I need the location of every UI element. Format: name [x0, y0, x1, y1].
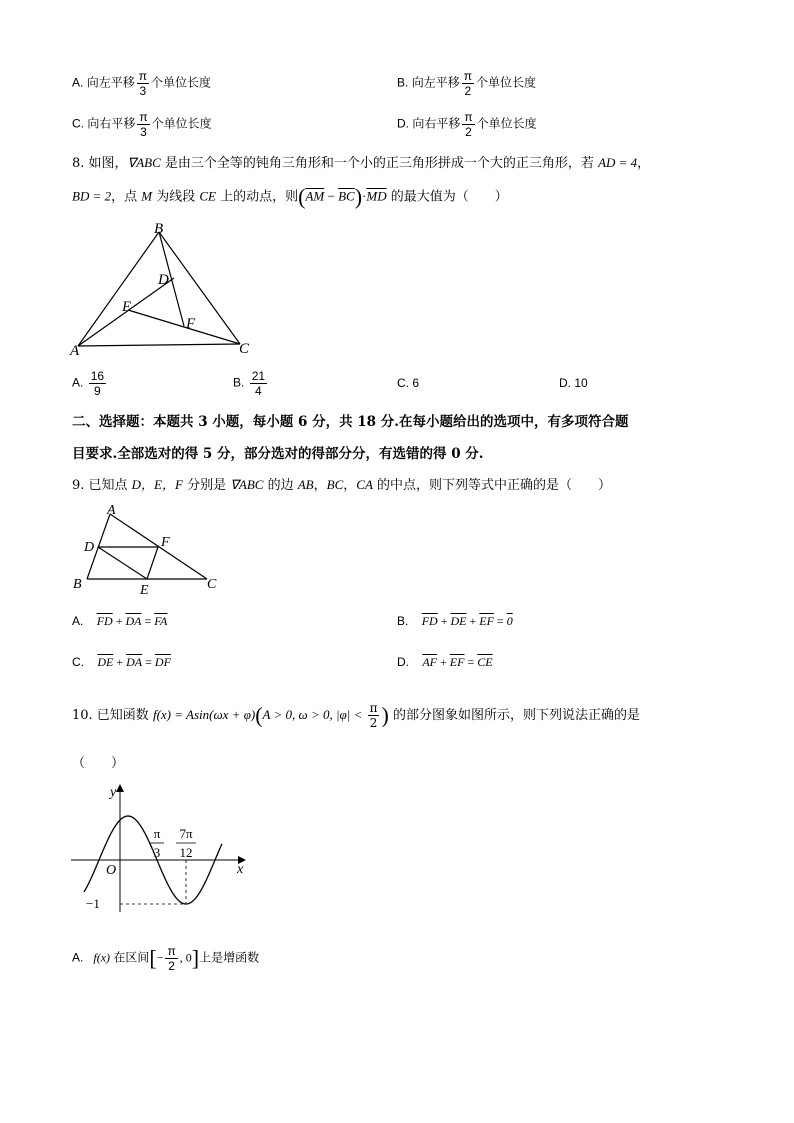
- q9-triangle-figure: [70, 500, 230, 600]
- fraction: $\frac{21}{4}$: [251, 369, 266, 398]
- q9-option-a: A. $\overline{FD} + \overline{DA} = \overline{FA}$: [72, 614, 168, 628]
- side-ab: [78, 232, 159, 346]
- q7-option-b: B. 向左平移 $\frac{\pi}{2}$ 个单位长度: [397, 69, 536, 98]
- segment-de: [98, 547, 147, 579]
- q9-option-b: B. $\overline{FD} + \overline{DE} + \overline{EF} = 0$: [397, 614, 513, 628]
- side-ac: [78, 344, 240, 346]
- q9-option-d: D. $\overline{AF} + \overline{EF} = \overline{CE}$: [397, 655, 493, 669]
- q8-triangle-figure: [66, 220, 266, 360]
- fraction: $\frac{\pi}{2}$: [369, 701, 378, 730]
- q10-function-graph: [66, 780, 266, 920]
- fraction: $\frac{\pi}{3}$: [139, 110, 148, 139]
- q8-stem-line2: BD = 2，点 M 为线段 CE 上的动点，则$(\overline{AM} - \overline{BC})\cdot\overline{MD}$ 的最大值为（ ）: [72, 184, 508, 209]
- label-d: D: [158, 272, 169, 288]
- section-2-heading-line1: 二、选择题：本题共 3 小题，每小题 6 分，共 18 分.在每小题给出的选项中，有多项符合题: [72, 414, 629, 430]
- label-d: D: [84, 540, 95, 555]
- q8-option-a: A. $\frac{16}{9}$: [72, 369, 105, 398]
- q7-option-c: C. 向右平移 $\frac{\pi}{3}$ 个单位长度: [72, 110, 212, 139]
- label-a: A: [70, 343, 80, 359]
- label-a: A: [107, 503, 116, 518]
- q7-option-d: D. 向右平移 $\frac{\pi}{2}$ 个单位长度: [397, 110, 537, 139]
- q8-option-d: D. 10: [559, 376, 588, 390]
- q10-answer-paren: （ ）: [72, 756, 125, 771]
- label-b: B: [73, 577, 82, 592]
- q9-option-c: C. $\overline{DE} + \overline{DA} = \overline{DF}$: [72, 655, 171, 669]
- tick1-numerator: π: [153, 826, 161, 841]
- label-c: C: [207, 577, 217, 592]
- segment-fe: [147, 547, 158, 579]
- fraction: $\frac{\pi}{2}$: [464, 110, 473, 139]
- fraction: $\frac{\pi}{3}$: [138, 69, 147, 98]
- q8-option-b: B. $\frac{21}{4}$: [233, 369, 266, 398]
- x-axis-label: x: [237, 862, 244, 877]
- segment-ec: [128, 310, 240, 344]
- ymin-label: −1: [86, 896, 100, 911]
- label-c: C: [239, 341, 250, 357]
- fraction: $\frac{\pi}{2}$: [463, 69, 472, 98]
- origin-label: O: [106, 863, 117, 878]
- label-e: E: [140, 583, 149, 598]
- fraction: $\frac{16}{9}$: [90, 369, 105, 398]
- y-axis-label: y: [110, 785, 117, 800]
- q10-stem: 10. 已知函数 f(x) = Asin(ωx + φ)(A > 0, ω > 0, |φ| < $\frac{\pi}{2}$ ) 的部分图象如图所示，则下列说法正确的是: [72, 701, 640, 730]
- section-2-heading-line2: 目要求.全部选对的得 5 分，部分选对的得部分分，有选错的得 0 分.: [72, 446, 484, 462]
- fraction: $\frac{\pi}{2}$: [167, 944, 176, 973]
- tick2-denominator: 12: [179, 845, 193, 860]
- label-f: F: [161, 535, 170, 550]
- tick1-denominator: 3: [153, 845, 161, 860]
- label-e: E: [122, 299, 132, 315]
- q9-stem: 9. 已知点 D，E，F 分别是 ∇ABC 的边 AB，BC，CA 的中点，则下列等式中正确的是（ ）: [72, 477, 612, 493]
- label-f: F: [186, 316, 196, 332]
- q7-option-a: A. 向左平移 $\frac{\pi}{3}$ 个单位长度: [72, 69, 211, 98]
- q8-option-c: C. 6: [397, 376, 420, 390]
- q8-stem-line1: 8. 如图，∇ABC 是由三个全等的钝角三角形和一个小的正三角形拼成一个大的正三角形，若 AD = 4，: [72, 155, 651, 171]
- tick2-numerator: 7π: [179, 826, 193, 841]
- side-bc: [159, 232, 240, 344]
- q10-option-a: A. f(x) 在区间[− $\frac{\pi}{2}$ , 0]上是增函数: [72, 944, 260, 973]
- label-b: B: [154, 221, 164, 237]
